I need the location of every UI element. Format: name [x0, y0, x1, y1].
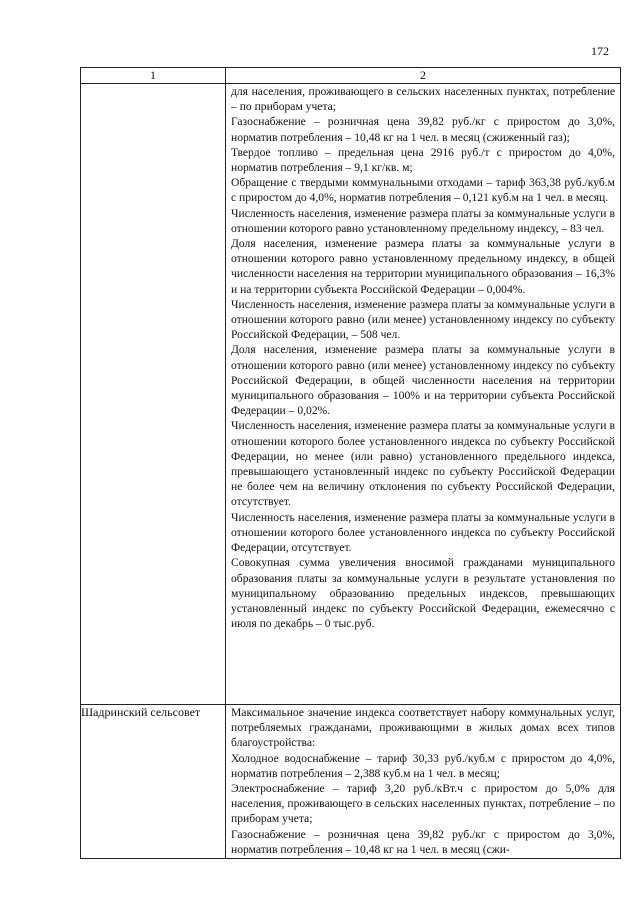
municipality-name-cell	[81, 84, 226, 705]
table-header-row	[81, 68, 621, 84]
column-header-1: 1	[81, 68, 226, 84]
paragraph: Холодное водоснабжение – тариф 30,33 руб./куб.м с приростом до 4,0%, норматив потребления – 2,388 куб.м на 1 чел. в месяц;	[231, 751, 615, 780]
paragraph: Доля населения, изменение размера платы за коммунальные услуги в отношении которого равно (или менее) установленному индексу по субъекту Российской Федерации, в общей численности населения на территории муниципального образования – 100% и на территории субъекта Российской Федерации – 0,02%.	[231, 343, 615, 418]
paragraph: Максимальное значение индекса соответствует набору коммунальных услуг, потребляемых гражданами, проживающими в жилых домах всех типов благоустройства:	[231, 706, 615, 750]
paragraph: Численность населения, изменение размера платы за коммунальные услуги в отношении которого более установленного индекса по субъекту Российской Федерации, отсутствует.	[231, 510, 615, 555]
paragraph: Численность населения, изменение размера платы за коммунальные услуги в отношении которого равно (или менее) установленному индексу по субъекту Российской Федерации, – 508 чел.	[231, 297, 615, 342]
paragraph: для населения, проживающего в сельских населенных пунктах, потребление – по приборам учета;	[231, 85, 615, 114]
content-cell	[226, 84, 621, 705]
paragraph: Обращение с твердыми коммунальными отходами – тариф 363,38 руб./куб.м с приростом до 4,0%, норматив потребления – 0,121 куб.м на 1 чел. в месяц.	[231, 176, 615, 205]
municipality-name-cell: Шадринский сельсовет	[81, 705, 226, 859]
paragraph: Газоснабжение – розничная цена 39,82 руб./кг с приростом до 3,0%, норматив потребления – 10,48 кг на 1 чел. в месяц (сжиженный газ);	[231, 115, 615, 144]
content-clip	[226, 705, 620, 858]
paragraph: Численность населения, изменение размера платы за коммунальные услуги в отношении которого более установленного индекса по субъекту Российской Федерации, но менее (или равно) установленного предельного индекса, превышающего установленный индекс по субъекту Российской Федерации не более чем на величину отклонения по субъекту Российской Федерации, отсутствует.	[231, 419, 615, 509]
paragraph: Численность населения, изменение размера платы за коммунальные услуги в отношении которого равно установленному предельному индексу, – 83 чел.	[231, 206, 615, 235]
document-table	[80, 67, 621, 859]
paragraph: Газоснабжение – розничная цена 39,82 руб./кг с приростом до 3,0%, норматив потребления – 10,48 кг на 1 чел. в месяц (сжи-	[231, 827, 615, 856]
paragraph: Доля населения, изменение размера платы за коммунальные услуги в отношении которого равно установленному предельному индексу, в общей численности населения на территории муниципального образования – 16,3% и на территории субъекта Российской Федерации – 0,004%.	[231, 237, 615, 296]
page-number: 172	[591, 44, 609, 58]
column-header-2: 2	[226, 68, 621, 84]
table-row	[81, 705, 621, 859]
paragraph: Совокупная сумма увеличения вносимой гражданами муниципального образования платы за коммунальные услуги в результате установления по муниципальному образованию предельных индексов, превышающих установленный индекс по субъекту Российской Федерации, ежемесячно с июля по декабрь – 0 тыс.руб.	[231, 556, 615, 631]
paragraph: Твердое топливо – предельная цена 2916 руб./т с приростом до 4,0%, норматив потребления – 9,1 кг/кв. м;	[231, 145, 615, 175]
table-row	[81, 84, 621, 705]
paragraph: Электроснабжение – тариф 3,20 руб./кВт.ч с приростом до 5,0% для населения, проживающего в сельских населенных пунктах, потребление – по приборам учета;	[231, 782, 615, 826]
content-cell	[226, 705, 621, 859]
